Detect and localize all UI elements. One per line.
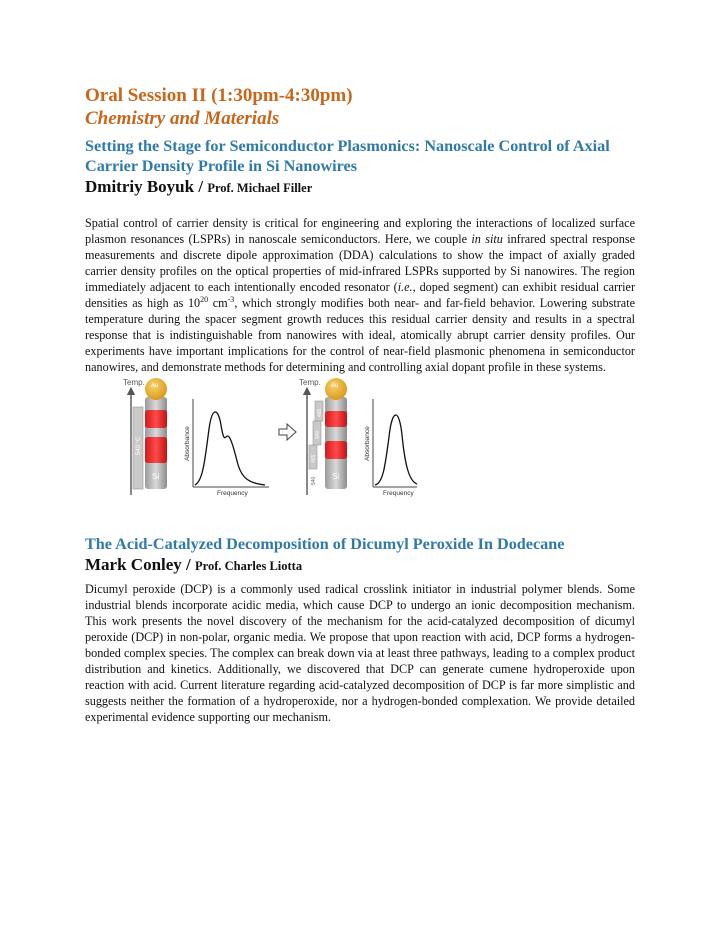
talk1-abstract: Spatial control of carrier density is critical for engineering and exploring the interactions of localized surface plasmon resonances (LSPRs) in nanoscale semiconductors. Here, we couple in situ infrared spectral response measurements and discrete dipole approximation (DDA) calculations to show the impact of axially graded carrier density profiles on the optical properties of mid-infrared LSPRs supported by Si nanowires. The region immediately adjacent to each intentionally encoded resonator (i.e., doped segment) can exhibit residual carrier densities as high as $10^{20}$ $cm^{-3}$, which strongly modifies both near- and far-field behavior. Lowering substrate temperature during the spacer segment growth reduces this residual carrier density and results in a spectral response that is indistinguishable from nanowires with ideal, atomically abrupt carrier density profiles. Our experiments have important implications for the control of near-field plasmonic phenomena in semiconductor nanowires, and demonstrate methods for determining and controlling axial dopant profile in these systems. [85, 216, 636, 374]
right-temp-value-1: 465 [317, 408, 323, 417]
left-doped-segment-2 [145, 437, 167, 463]
right-temp-value-2: 540 [315, 430, 321, 439]
session-title: Oral Session II (1:30pm-4:30pm) [85, 85, 353, 106]
left-frequency-label: Frequency [217, 490, 248, 497]
right-spectrum-curve [375, 415, 417, 485]
talk2-presenter: Mark Conley / [85, 555, 191, 574]
right-au-cap [325, 378, 347, 400]
talk2-section [85, 534, 635, 725]
right-frequency-label: Frequency [383, 490, 414, 497]
right-temp-value-4: 540 [311, 476, 317, 485]
left-au-cap [145, 378, 167, 400]
talk1-section [85, 84, 635, 497]
left-au-label: Au [151, 383, 159, 389]
talk1-byline [85, 176, 635, 199]
talk2-byline [85, 554, 635, 577]
left-absorbance-label: Absorbance [184, 426, 191, 461]
talk1-title: Setting the Stage for Semiconductor Plasmonics: Nanoscale Control of Axial Carrier Density Profile in Si Nanowires [85, 137, 610, 175]
left-temp-axis-label: Temp. [123, 378, 145, 387]
talk2-abstract: Dicumyl peroxide (DCP) is a commonly used radical crosslink initiator in industrial polymer blends. Some industrial blends incorporate acidic media, which cause DCP to undergo an ionic decomposition mechanism. This work presents the novel discovery of the mechanism for the acid-catalyzed decomposition of dicumyl peroxide (DCP) in non-polar, organic media. We propose that upon reaction with acid, DCP forms a hydrogen-bonded complex species. The complex can break down via at least three pathways, leading to a complex product distribution and kinetics. Additionally, we discovered that DCP can generate cumene hydroperoxide upon reaction with acid. Current literature regarding acid-catalyzed decomposition of DCP is far more simplistic and suggests neither the formation of a hydroperoxide, nor a hydrogen-bonded complexation. We provide detailed experimental evidence supporting our mechanism. [85, 582, 635, 724]
left-spectrum-curve [195, 412, 265, 485]
figure-graphic [119, 377, 419, 497]
right-temp-axis-label: Temp. [299, 378, 321, 387]
transition-arrow-icon [279, 424, 296, 440]
right-absorbance-label: Absorbance [364, 426, 371, 461]
right-temp-value-3: 465 [311, 454, 317, 463]
left-si-label: Si [152, 472, 160, 481]
left-doped-segment-1 [145, 410, 167, 428]
right-doped-segment-1 [325, 411, 347, 427]
talk1-advisor: Prof. Michael Filler [207, 181, 313, 195]
right-doped-segment-2 [325, 441, 347, 459]
nanowire-figure [119, 377, 419, 497]
talk2-title: The Acid-Catalyzed Decomposition of Dicumyl Peroxide In Dodecane [85, 535, 565, 553]
left-temp-value: 540 °C [136, 436, 142, 455]
talk2-advisor: Prof. Charles Liotta [195, 559, 303, 573]
session-subtitle: Chemistry and Materials [85, 108, 280, 129]
talk1-presenter: Dmitriy Boyuk / [85, 177, 204, 196]
right-si-label: Si [332, 472, 340, 481]
right-au-label: Au [331, 383, 339, 389]
